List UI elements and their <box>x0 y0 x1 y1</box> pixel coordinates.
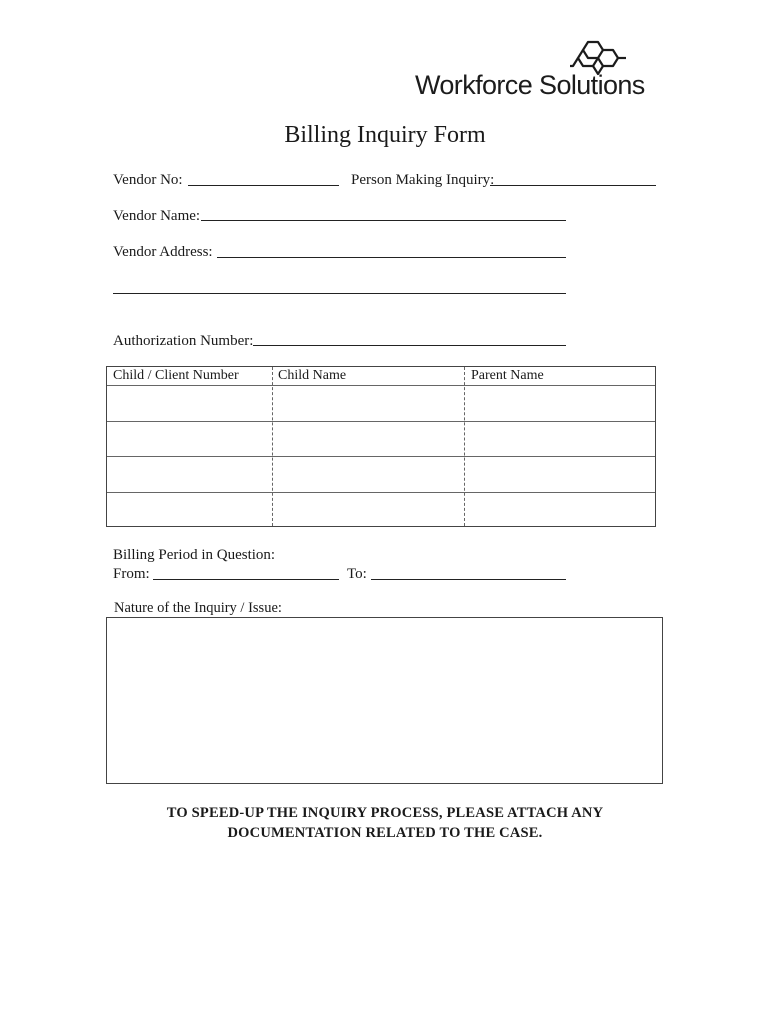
table-cell[interactable] <box>273 422 464 456</box>
notice-line-2: DOCUMENTATION RELATED TO THE CASE. <box>227 825 543 841</box>
from-label: From: <box>113 566 150 582</box>
billing-period-label: Billing Period in Question: <box>113 547 276 563</box>
attachment-notice <box>0 803 770 843</box>
table-cell[interactable] <box>465 457 655 492</box>
child-info-table <box>106 366 656 527</box>
table-cell[interactable] <box>273 457 464 492</box>
vendor-address-line2-field[interactable] <box>113 293 566 294</box>
table-cell[interactable] <box>465 386 655 421</box>
authorization-number-field[interactable] <box>253 345 566 346</box>
column-header-parent-name: Parent Name <box>471 368 544 383</box>
person-making-inquiry-label: Person Making Inquiry: <box>351 172 495 188</box>
table-cell[interactable] <box>273 386 464 421</box>
vendor-no-field[interactable] <box>188 185 339 186</box>
table-cell[interactable] <box>465 422 655 456</box>
table-cell[interactable] <box>465 493 655 526</box>
from-date-field[interactable] <box>153 579 339 580</box>
vendor-address-field[interactable] <box>217 257 566 258</box>
person-making-inquiry-field[interactable] <box>490 185 656 186</box>
vendor-address-label: Vendor Address: <box>113 244 213 260</box>
nature-of-inquiry-textarea[interactable] <box>106 617 663 784</box>
notice-line-1: TO SPEED-UP THE INQUIRY PROCESS, PLEASE ATTACH ANY <box>166 805 604 821</box>
column-header-child-name: Child Name <box>278 368 347 383</box>
table-cell[interactable] <box>107 386 272 421</box>
page-title: Billing Inquiry Form <box>284 122 486 148</box>
authorization-number-label: Authorization Number: <box>113 333 254 349</box>
to-date-field[interactable] <box>371 579 566 580</box>
logo-text: Workforce Solutions <box>415 70 645 100</box>
table-cell[interactable] <box>107 422 272 456</box>
table-cell[interactable] <box>107 493 272 526</box>
column-header-child-client-number: Child / Client Number <box>113 368 239 383</box>
table-cell[interactable] <box>107 457 272 492</box>
vendor-name-label: Vendor Name: <box>113 208 201 224</box>
nature-of-inquiry-label: Nature of the Inquiry / Issue: <box>114 600 282 616</box>
table-cell[interactable] <box>273 493 464 526</box>
vendor-name-field[interactable] <box>201 220 566 221</box>
to-label: To: <box>347 566 367 582</box>
vendor-no-label: Vendor No: <box>113 172 183 188</box>
